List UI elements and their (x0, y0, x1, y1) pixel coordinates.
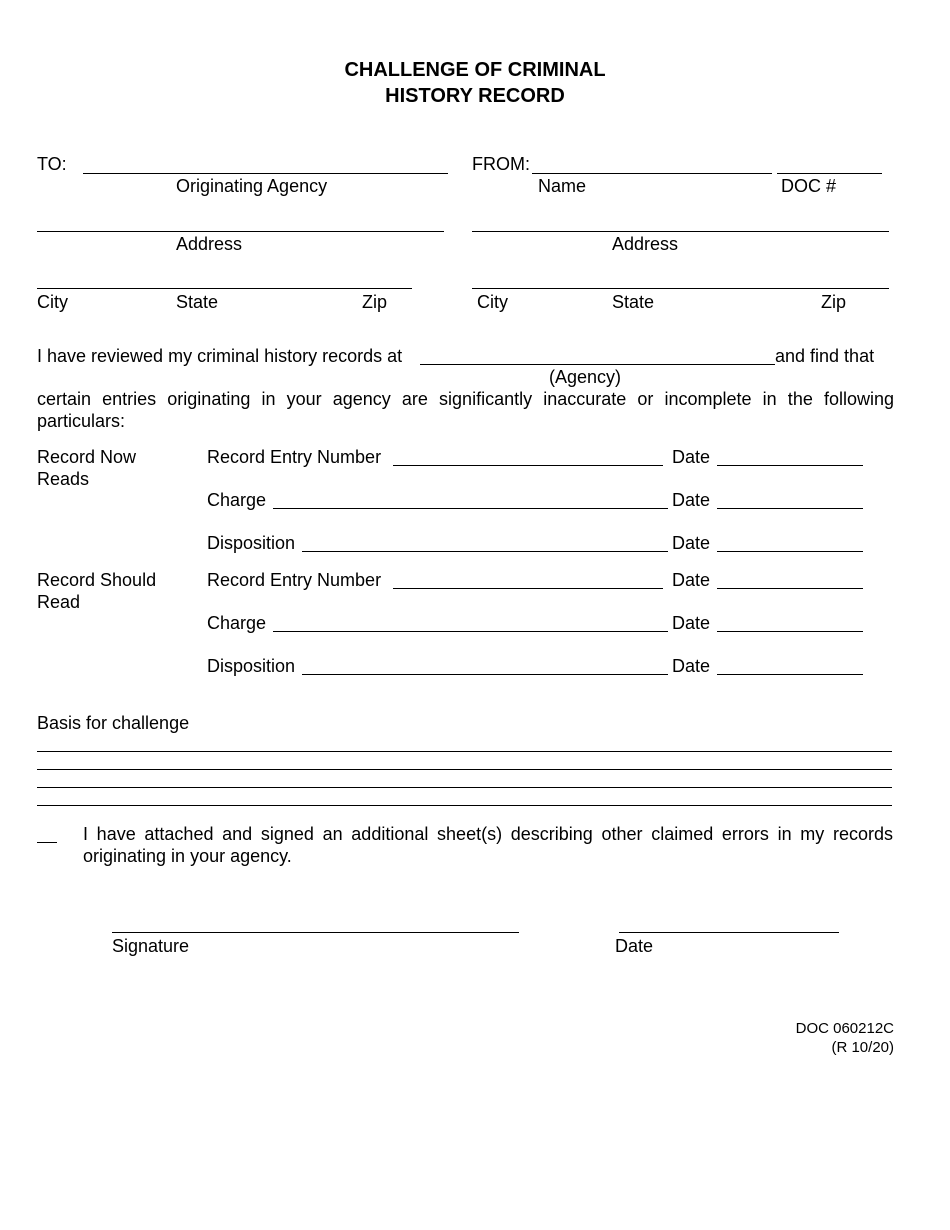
name-caption: Name (538, 176, 587, 196)
should-disposition-date-label: Date (672, 656, 711, 676)
from-label: FROM: (472, 154, 530, 174)
from-name-field[interactable] (532, 173, 772, 174)
now-entry-date-field[interactable] (717, 465, 863, 466)
should-charge-label: Charge (207, 613, 267, 633)
should-charge-date-label: Date (672, 613, 711, 633)
review-suffix: and find that (775, 346, 875, 366)
now-entry-date-label: Date (672, 447, 711, 467)
should-charge-date-field[interactable] (717, 631, 863, 632)
now-entry-number-label: Record Entry Number (207, 447, 382, 467)
to-address-field[interactable] (37, 231, 444, 232)
from-city-caption: City (477, 292, 508, 312)
should-disposition-label: Disposition (207, 656, 296, 676)
basis-line-1[interactable] (37, 751, 892, 752)
from-city-state-zip-field[interactable] (472, 288, 889, 289)
doc-form-number: DOC 060212C (795, 1020, 894, 1037)
should-charge-field[interactable] (273, 631, 668, 632)
attached-statement: I have attached and signed an additional sheet(s) describing other claimed errors in my records originating in your agency. (83, 824, 893, 866)
review-prefix: I have reviewed my criminal history records at (37, 346, 403, 366)
should-entry-number-label: Record Entry Number (207, 570, 382, 590)
to-address-caption: Address (176, 234, 243, 254)
attached-checkbox-blank[interactable] (37, 842, 57, 843)
basis-line-4[interactable] (37, 805, 892, 806)
should-disposition-date-field[interactable] (717, 674, 863, 675)
should-disposition-field[interactable] (302, 674, 668, 675)
signature-field[interactable] (112, 932, 519, 933)
from-doc-number-field[interactable] (777, 173, 882, 174)
originating-agency-caption: Originating Agency (176, 176, 328, 196)
record-now-label-line2: Reads (37, 469, 90, 489)
form-title-line1: CHALLENGE OF CRIMINAL (344, 59, 606, 81)
to-agency-field[interactable] (83, 173, 448, 174)
signature-date-caption: Date (615, 936, 654, 956)
review-paragraph: certain entries originating in your agency are significantly inaccurate or incomplete in the following particulars: (37, 389, 894, 431)
from-address-caption: Address (612, 234, 679, 254)
now-disposition-date-field[interactable] (717, 551, 863, 552)
now-charge-field[interactable] (273, 508, 668, 509)
from-address-field[interactable] (472, 231, 889, 232)
reviewed-agency-field[interactable] (420, 364, 775, 365)
signature-caption: Signature (112, 936, 190, 956)
now-entry-number-field[interactable] (393, 465, 663, 466)
doc-revision: (R 10/20) (831, 1039, 894, 1056)
should-entry-date-label: Date (672, 570, 711, 590)
form-title-line2: HISTORY RECORD (385, 85, 565, 107)
basis-label: Basis for challenge (37, 713, 190, 733)
basis-line-3[interactable] (37, 787, 892, 788)
now-charge-label: Charge (207, 490, 267, 510)
record-now-label-line1: Record Now (37, 447, 137, 467)
signature-date-field[interactable] (619, 932, 839, 933)
now-disposition-date-label: Date (672, 533, 711, 553)
to-label: TO: (37, 154, 67, 174)
from-state-caption: State (612, 292, 655, 312)
now-disposition-field[interactable] (302, 551, 668, 552)
record-should-label-line2: Read (37, 592, 81, 612)
agency-caption: (Agency) (549, 367, 622, 387)
should-entry-number-field[interactable] (393, 588, 663, 589)
record-should-label-line1: Record Should (37, 570, 157, 590)
now-charge-date-field[interactable] (717, 508, 863, 509)
doc-number-caption: DOC # (781, 176, 837, 196)
now-disposition-label: Disposition (207, 533, 296, 553)
should-entry-date-field[interactable] (717, 588, 863, 589)
from-zip-caption: Zip (821, 292, 847, 312)
basis-line-2[interactable] (37, 769, 892, 770)
now-charge-date-label: Date (672, 490, 711, 510)
to-zip-caption: Zip (362, 292, 388, 312)
to-state-caption: State (176, 292, 219, 312)
to-city-state-zip-field[interactable] (37, 288, 412, 289)
to-city-caption: City (37, 292, 68, 312)
